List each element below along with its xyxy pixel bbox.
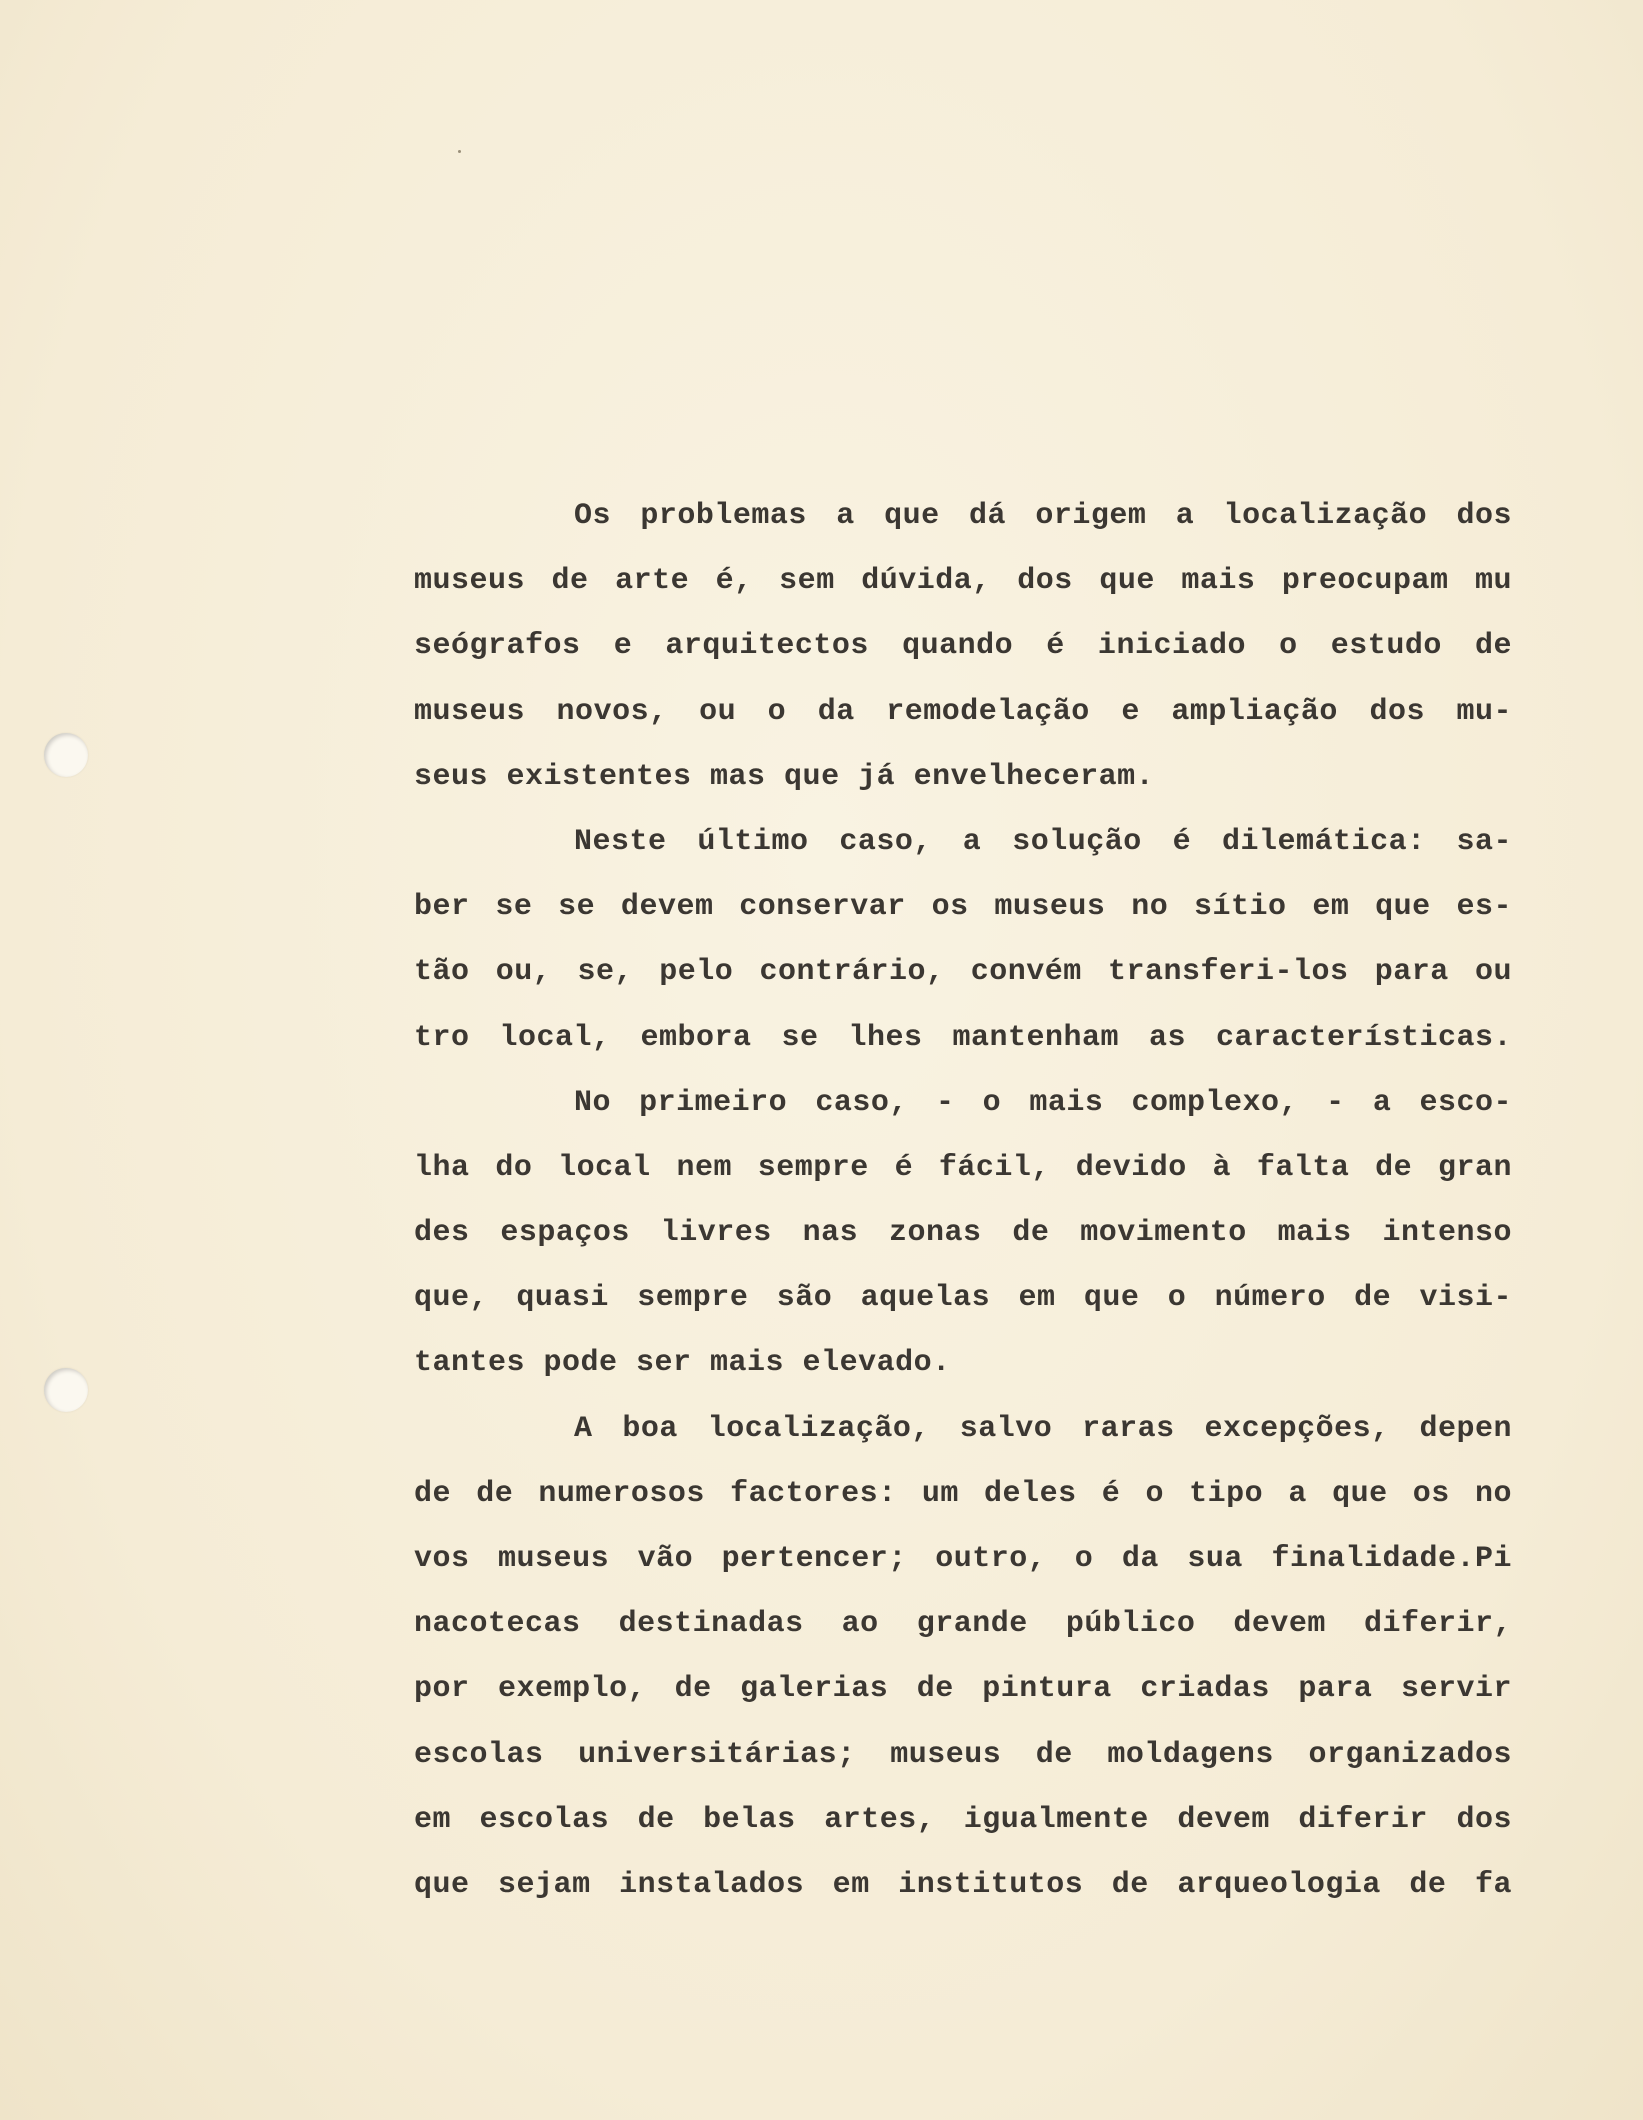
text-line: Neste último caso, a solução é dilemática: sa- [574,824,1512,859]
text-line: lha do local nem sempre é fácil, devido à falta de gran [414,1150,1512,1185]
text-line: tantes pode ser mais elevado. [414,1346,951,1381]
paragraph [414,1071,1512,1397]
document-body [414,484,1512,1918]
text-line: museus de arte é, sem dúvida, dos que mais preocupam mu [414,564,1512,599]
text-line: que, quasi sempre são aquelas em que o número de visi- [414,1281,1512,1316]
paragraph [414,1397,1512,1919]
text-line: ber se se devem conservar os museus no sítio em que es- [414,890,1512,925]
text-line: Os problemas a que dá origem a localização dos [574,499,1512,533]
text-line: tão ou, se, pelo contrário, convém transferi-los para ou [414,955,1512,990]
text-line: que sejam instalados em institutos de arqueologia de fa [414,1867,1512,1902]
text-line: seógrafos e arquitectos quando é iniciado o estudo de [414,629,1512,664]
paragraph [414,810,1512,1071]
text-line: museus novos, ou o da remodelação e ampliação dos mu- [414,694,1512,729]
text-line: nacotecas destinadas ao grande público devem diferir, [414,1607,1512,1642]
text-line: por exemplo, de galerias de pintura criadas para servir [414,1672,1512,1707]
paper-speck [458,150,461,153]
text-line: em escolas de belas artes, igualmente devem diferir dos [414,1802,1512,1837]
paragraph [414,484,1512,810]
text-line: vos museus vão pertencer; outro, o da sua finalidade.Pi [414,1542,1512,1576]
punch-hole [44,1368,88,1412]
text-line: des espaços livres nas zonas de movimento mais intenso [414,1216,1512,1251]
text-line: de de numerosos factores: um deles é o tipo a que os no [414,1476,1512,1511]
text-line: No primeiro caso, - o mais complexo, - a esco- [574,1085,1512,1120]
text-line: seus existentes mas que já envelheceram. [414,759,1155,794]
punch-hole [44,733,88,777]
text-line: tro local, embora se lhes mantenham as características. [414,1020,1512,1055]
text-line: A boa localização, salvo raras excepções, depen [574,1411,1512,1446]
text-line: escolas universitárias; museus de moldagens organizados [414,1737,1512,1772]
